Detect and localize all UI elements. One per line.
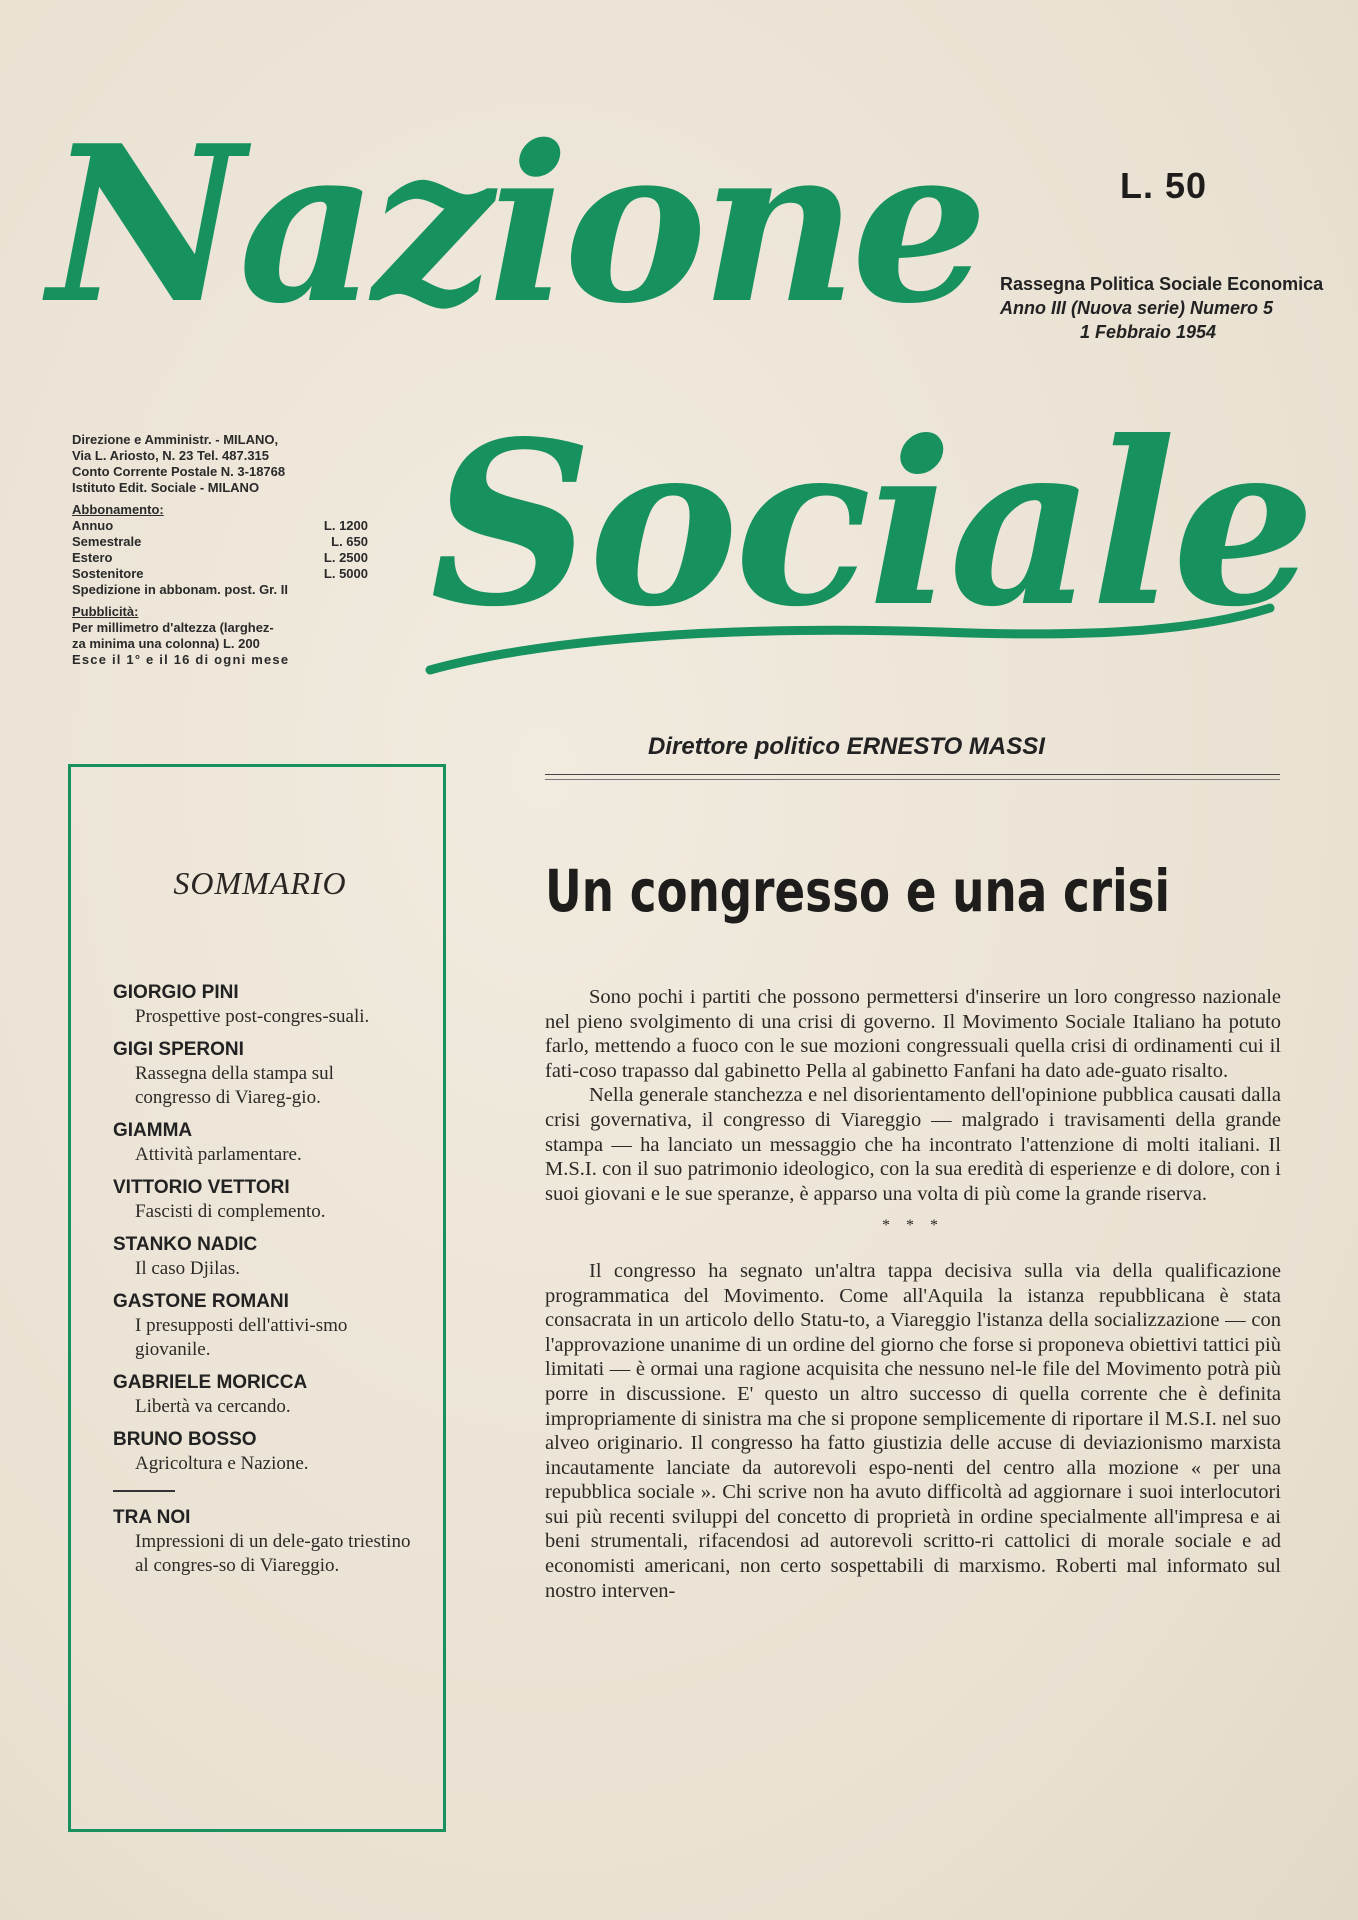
toc-desc: Attività parlamentare. xyxy=(135,1144,302,1165)
admin-block xyxy=(72,432,368,668)
subtitle: Rassegna Politica Sociale Economica xyxy=(1000,274,1324,294)
toc-author: GIAMMA xyxy=(113,1120,193,1141)
direttore-line: Direttore politico ERNESTO MASSI xyxy=(648,733,1045,760)
toc-author: GIORGIO PINI xyxy=(113,982,239,1003)
toc-desc: Rassegna della stampa sul congresso di Viareg-gio. xyxy=(135,1063,334,1108)
rate-row: Annuo L. 1200 xyxy=(72,518,368,533)
admin-line: Istituto Edit. Sociale - MILANO xyxy=(72,480,260,495)
toc-item xyxy=(113,1176,413,1224)
spedizione: Spedizione in abbonam. post. Gr. II xyxy=(72,582,288,597)
toc-desc: Fascisti di complemento. xyxy=(135,1201,326,1222)
toc-author: BRUNO BOSSO xyxy=(113,1429,257,1450)
admin-line: Via L. Ariosto, N. 23 Tel. 487.315 xyxy=(72,448,270,463)
price: L. 50 xyxy=(1120,165,1208,206)
masthead-nazione: Nazione xyxy=(48,98,983,351)
masthead-sociale: Sociale xyxy=(430,393,1312,657)
toc-item xyxy=(113,1119,413,1167)
toc-desc: I presupposti dell'attivi-smo giovanile. xyxy=(135,1315,348,1360)
rate-row: Sostenitore L. 5000 xyxy=(72,566,368,581)
toc-divider xyxy=(113,1490,175,1492)
toc-desc: Agricoltura e Nazione. xyxy=(135,1453,309,1474)
toc-item xyxy=(113,1506,413,1578)
article-body xyxy=(545,985,1281,1603)
issue-number: Anno III (Nuova serie) Numero 5 xyxy=(1000,298,1274,318)
article-paragraph: Sono pochi i partiti che possono permettersi d'inserire un loro congresso nazionale nel pieno svolgimento di una crisi di governo. Il Movimento Sociale Italiano ha potuto farlo, mettendo a fuoco con le sue mozioni congressuali quella crisi di ordinamenti cui il fati-coso trapasso dal gabinetto Pella al gabinetto Fanfani ha dato ade-guato risalto. xyxy=(545,986,1281,1082)
toc-author: VITTORIO VETTORI xyxy=(113,1177,290,1198)
issue-date: 1 Febbraio 1954 xyxy=(1080,322,1217,342)
toc-author: GIGI SPERONI xyxy=(113,1039,244,1060)
article-paragraph: Il congresso ha segnato un'altra tappa decisiva sulla via della qualificazione programmatica del Movimento. Come all'Aquila la istanza repubblicana è stata consacrata in un articolo dello Statu-to, a Viareggio l'istanza della socializzazione — con l'approvazione unanime di un ordine del giorno che forse si proponeva obiettivi tattici più limitati — è ormai una ragione acquisita che nessuno nel-le file del Movimento potrà più porre in discussione. E' questo un altro successo di quella corrente che è definita impropriamente di sinistra ma che si propone semplicemente di riportare il M.S.I. nel suo alveo originario. Il congresso ha fatto giustizia delle accuse di deviazionismo marxista incautamente lanciate da autorevoli espo-nenti del centro alla mozione « per una repubblica sociale ». Chi scrive non ha avuto difficoltà ad aggiornare i suoi interlocutori sui più recenti sviluppi del concetto di proprietà in ordine specialmente all'impresa e ai beni strumentali, rifacendosi ad autorevoli scritto-ri cattolici di morale sociale e ad economisti americani, non certo sospettabili di marxismo. Roberti mal informato sul nostro interven- xyxy=(545,1259,1281,1602)
toc-desc: Impressioni di un dele-gato triestino al congres-so di Viareggio. xyxy=(135,1531,411,1576)
rate-row: Semestrale L. 650 xyxy=(72,534,368,549)
toc-desc: Prospettive post-congres-suali. xyxy=(135,1006,370,1027)
rate-row: Estero L. 2500 xyxy=(72,550,368,565)
toc-item xyxy=(113,1290,413,1362)
toc-item xyxy=(113,981,413,1029)
toc-item xyxy=(113,1371,413,1419)
toc-author: GASTONE ROMANI xyxy=(113,1291,289,1312)
section-separator: * * * xyxy=(882,1217,944,1235)
toc-desc: Il caso Djilas. xyxy=(135,1258,241,1279)
direttore-rule xyxy=(545,774,1280,780)
pubblicita-line: Per millimetro d'altezza (larghez- xyxy=(72,620,274,635)
toc-item xyxy=(113,1038,413,1110)
article-paragraph: Nella generale stanchezza e nel disorientamento dell'opinione pubblica causati dalla crisi governativa, il congresso di Viareggio — malgrado i travisamenti della grande stampa — ha lanciato un messaggio che ha incontrato l'attenzione di molti italiani. Il M.S.I. con il suo patrimonio ideologico, con la sua eredità di esperienze e di dolore, con i suoi giovani e le sue speranze, è apparso una volta di più come la grande riserva. xyxy=(545,1084,1281,1205)
toc-desc: Libertà va cercando. xyxy=(135,1396,291,1417)
header-info xyxy=(1000,272,1340,344)
admin-line: Direzione e Amministr. - MILANO, xyxy=(72,432,279,447)
toc-author: STANKO NADIC xyxy=(113,1234,258,1255)
toc-item xyxy=(113,1428,413,1476)
pubblicita-title: Pubblicità: xyxy=(72,604,139,619)
toc-author: GABRIELE MORICCA xyxy=(113,1372,308,1393)
toc-item xyxy=(113,1233,413,1281)
masthead-swash xyxy=(420,600,1280,690)
pubblicita-line: za minima una colonna) L. 200 xyxy=(72,636,260,651)
toc-author: TRA NOI xyxy=(113,1507,191,1528)
table-of-contents xyxy=(113,981,413,1587)
sommario-title: SOMMARIO xyxy=(173,865,347,901)
sommario-box xyxy=(68,764,446,1832)
abbonamento-title: Abbonamento: xyxy=(72,502,164,517)
admin-line: Conto Corrente Postale N. 3-18768 xyxy=(72,464,286,479)
esce-line: Esce il 1° e il 16 di ogni mese xyxy=(72,652,290,667)
article-headline: Un congresso e una crisi xyxy=(545,857,1171,925)
